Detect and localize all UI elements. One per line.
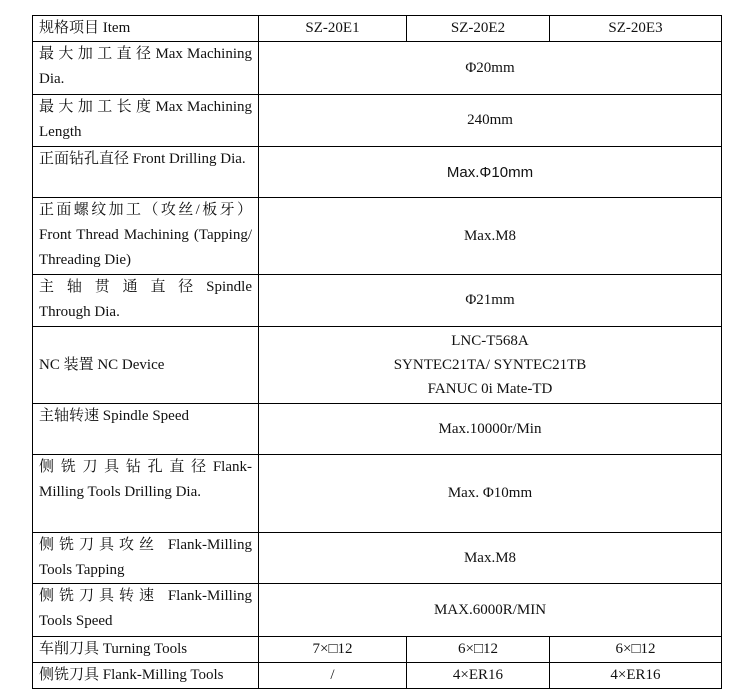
row-label: 侧 铣 刀 具 钻 孔 直 径 Flank-Milling Tools Drilling Dia.: [33, 455, 259, 533]
nc-device-option: FANUC 0i Mate-TD: [427, 381, 553, 397]
row-label: 正面螺纹加工（攻丝/板牙）Front Thread Machining (Tapping/ Threading Die): [33, 198, 259, 275]
row-label: 最 大 加 工 直 径 Max Machining Dia.: [33, 42, 259, 95]
row-value: 6×□12: [550, 637, 722, 663]
item-header: 规格项目 Item: [33, 16, 259, 42]
row-value: Φ20mm: [259, 42, 722, 95]
row-label: 侧铣刀具 Flank-Milling Tools: [33, 663, 259, 689]
row-value: /: [259, 663, 407, 689]
row-value: 7×□12: [259, 637, 407, 663]
row-value: 6×□12: [407, 637, 550, 663]
row-value: Max.M8: [259, 198, 722, 275]
row-label: 主轴转速 Spindle Speed: [33, 404, 259, 455]
table-row: [33, 327, 722, 404]
nc-device-values: [259, 327, 722, 404]
nc-device-option: LNC-T568A: [451, 333, 529, 349]
row-value: Max.10000r/Min: [259, 404, 722, 455]
table-row: [33, 455, 722, 533]
model-header: SZ-20E1: [259, 16, 407, 42]
row-label: 最 大 加 工 长 度 Max Machining Length: [33, 95, 259, 147]
table-row: [33, 404, 722, 455]
spec-table: [32, 15, 722, 689]
model-header: SZ-20E3: [550, 16, 722, 42]
row-value: MAX.6000R/MIN: [259, 584, 722, 637]
row-label: 侧铣刀具攻丝 Flank-Milling Tools Tapping: [33, 533, 259, 584]
table-row: [33, 663, 722, 689]
row-value: Max.M8: [259, 533, 722, 584]
row-value: Φ21mm: [259, 275, 722, 327]
row-label: 车削刀具 Turning Tools: [33, 637, 259, 663]
row-value: 4×ER16: [550, 663, 722, 689]
table-row: [33, 533, 722, 584]
table-row: [33, 275, 722, 327]
row-value: 4×ER16: [407, 663, 550, 689]
row-label: 侧铣刀具转速 Flank-Milling Tools Speed: [33, 584, 259, 637]
table-row: [33, 198, 722, 275]
model-header: SZ-20E2: [407, 16, 550, 42]
row-value: 240mm: [259, 95, 722, 147]
table-row: [33, 637, 722, 663]
table-row: [33, 584, 722, 637]
row-label: 主 轴 贯 通 直 径 Spindle Through Dia.: [33, 275, 259, 327]
row-label: NC 装置 NC Device: [33, 327, 259, 404]
table-row: [33, 147, 722, 198]
header-row: [33, 16, 722, 42]
nc-device-option: SYNTEC21TA/ SYNTEC21TB: [393, 357, 587, 373]
row-label: 正面钻孔直径 Front Drilling Dia.: [33, 147, 259, 198]
table-row: [33, 42, 722, 95]
row-value: Max.Φ10mm: [259, 147, 722, 198]
row-value: Max. Φ10mm: [259, 455, 722, 533]
table-row: [33, 95, 722, 147]
